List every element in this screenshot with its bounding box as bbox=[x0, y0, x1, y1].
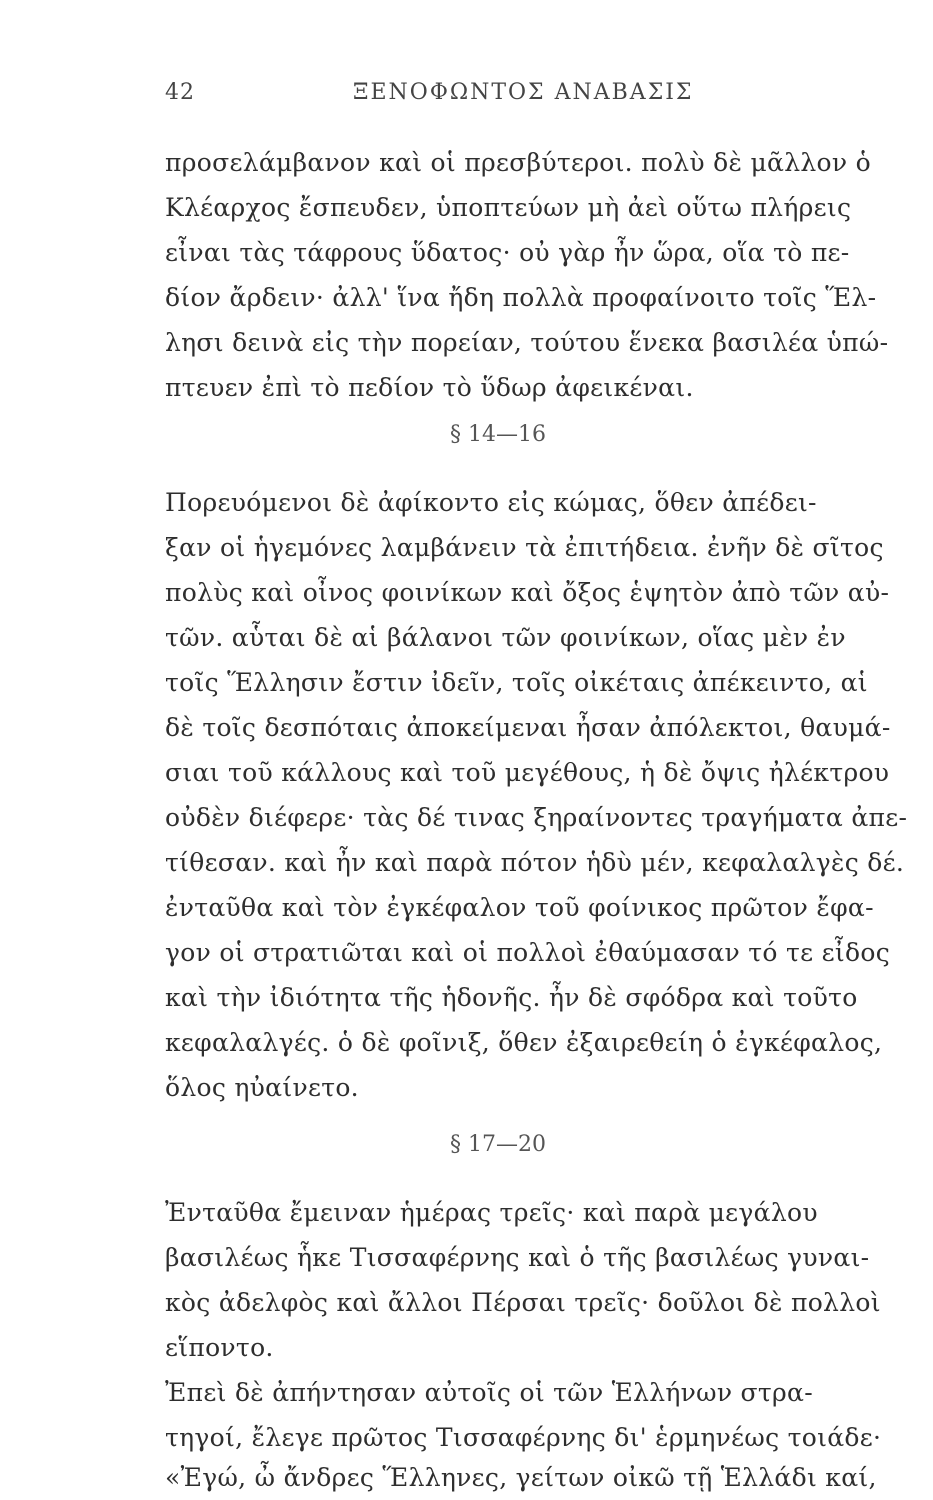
section-heading: § 14—16 bbox=[450, 422, 546, 447]
running-title: ΞΕΝΟΦΩΝΤΟΣ ΑΝΑΒΑΣΙΣ bbox=[353, 80, 694, 105]
text-line: σιαι τοῦ κάλλους καὶ τοῦ μεγέθους, ἡ δὲ ὄψις ἠλέκτρου bbox=[165, 758, 890, 787]
text-line: καὶ τὴν ἰδιότητα τῆς ἡδονῆς. ἦν δὲ σφόδρα καὶ τοῦτο bbox=[165, 983, 858, 1012]
text-line: εἵποντο. bbox=[165, 1333, 274, 1362]
text-line: κεφαλαλγές. ὁ δὲ φοῖνιξ, ὅθεν ἐξαιρεθείη ὁ ἐγκέφαλος, bbox=[165, 1028, 883, 1057]
text-line: γον οἱ στρατιῶται καὶ οἱ πολλοὶ ἐθαύμασαν τό τε εἶδος bbox=[165, 938, 891, 967]
text-line: Κλέαρχος ἔσπευδεν, ὑποπτεύων μὴ ἀεὶ οὕτω πλήρεις bbox=[165, 193, 852, 222]
text-line: κὸς ἀδελφὸς καὶ ἄλλοι Πέρσαι τρεῖς· δοῦλοι δὲ πολλοὶ bbox=[165, 1288, 881, 1317]
text-line: Πορευόμενοι δὲ ἀφίκοντο εἰς κώμας, ὅθεν ἀπέδει- bbox=[165, 488, 817, 517]
text-line: λησι δεινὰ εἰς τὴν πορείαν, τούτου ἕνεκα βασιλέα ὑπώ- bbox=[165, 328, 889, 357]
page-number: 42 bbox=[165, 80, 195, 105]
text-line: εἶναι τὰς τάφρους ὕδατος· οὐ γὰρ ἦν ὥρα, οἵα τὸ πε- bbox=[165, 238, 850, 267]
text-line: ἐνταῦθα καὶ τὸν ἐγκέφαλον τοῦ φοίνικος πρῶτον ἔφα- bbox=[165, 893, 874, 922]
text-line: πτευεν ἐπὶ τὸ πεδίον τὸ ὕδωρ ἀφεικέναι. bbox=[165, 373, 694, 402]
text-line: τίθεσαν. καὶ ἦν καὶ παρὰ πότον ἡδὺ μέν, κεφαλαλγὲς δέ. bbox=[165, 848, 905, 877]
text-line: τοῖς Ἕλλησιν ἔστιν ἰδεῖν, τοῖς οἰκέταις ἀπέκειντο, αἱ bbox=[165, 668, 868, 697]
text-line: ξαν οἱ ἡγεμόνες λαμβάνειν τὰ ἐπιτήδεια. ἐνῆν δὲ σῖτος bbox=[165, 533, 884, 562]
text-line: τηγοί, ἔλεγε πρῶτος Τισσαφέρνης δι' ἑρμηνέως τοιάδε· bbox=[165, 1423, 882, 1452]
page-header bbox=[165, 80, 765, 120]
section-heading: § 17—20 bbox=[450, 1132, 546, 1157]
text-line: Ἐπεὶ δὲ ἀπήντησαν αὐτοῖς οἱ τῶν Ἑλλήνων στρα- bbox=[165, 1378, 813, 1407]
text-line: τῶν. αὗται δὲ αἱ βάλανοι τῶν φοινίκων, οἵας μὲν ἐν bbox=[165, 623, 846, 652]
text-line: οὐδὲν διέφερε· τὰς δέ τινας ξηραίνοντες τραγήματα ἀπε- bbox=[165, 803, 908, 832]
text-line: προσελάμβανον καὶ οἱ πρεσβύτεροι. πολὺ δὲ μᾶλλον ὁ bbox=[165, 148, 871, 177]
text-line: βασιλέως ἧκε Τισσαφέρνης καὶ ὁ τῆς βασιλέως γυναι- bbox=[165, 1243, 870, 1272]
text-line: δὲ τοῖς δεσπόταις ἀποκείμεναι ἦσαν ἀπόλεκτοι, θαυμά- bbox=[165, 713, 891, 742]
text-line: ὅλος ηὐαίνετο. bbox=[165, 1073, 359, 1102]
text-line: «Ἐγώ, ὦ ἄνδρες Ἕλληνες, γείτων οἰκῶ τῇ Ἑλλάδι καί, bbox=[165, 1463, 877, 1492]
text-line: Ἐνταῦθα ἔμειναν ἡμέρας τρεῖς· καὶ παρὰ μεγάλου bbox=[165, 1198, 818, 1227]
text-line: πολὺς καὶ οἶνος φοινίκων καὶ ὄξος ἑψητὸν ἀπὸ τῶν αὐ- bbox=[165, 578, 890, 607]
text-line: δίον ἄρδειν· ἀλλ' ἵνα ἤδη πολλὰ προφαίνοιτο τοῖς Ἕλ- bbox=[165, 283, 877, 312]
